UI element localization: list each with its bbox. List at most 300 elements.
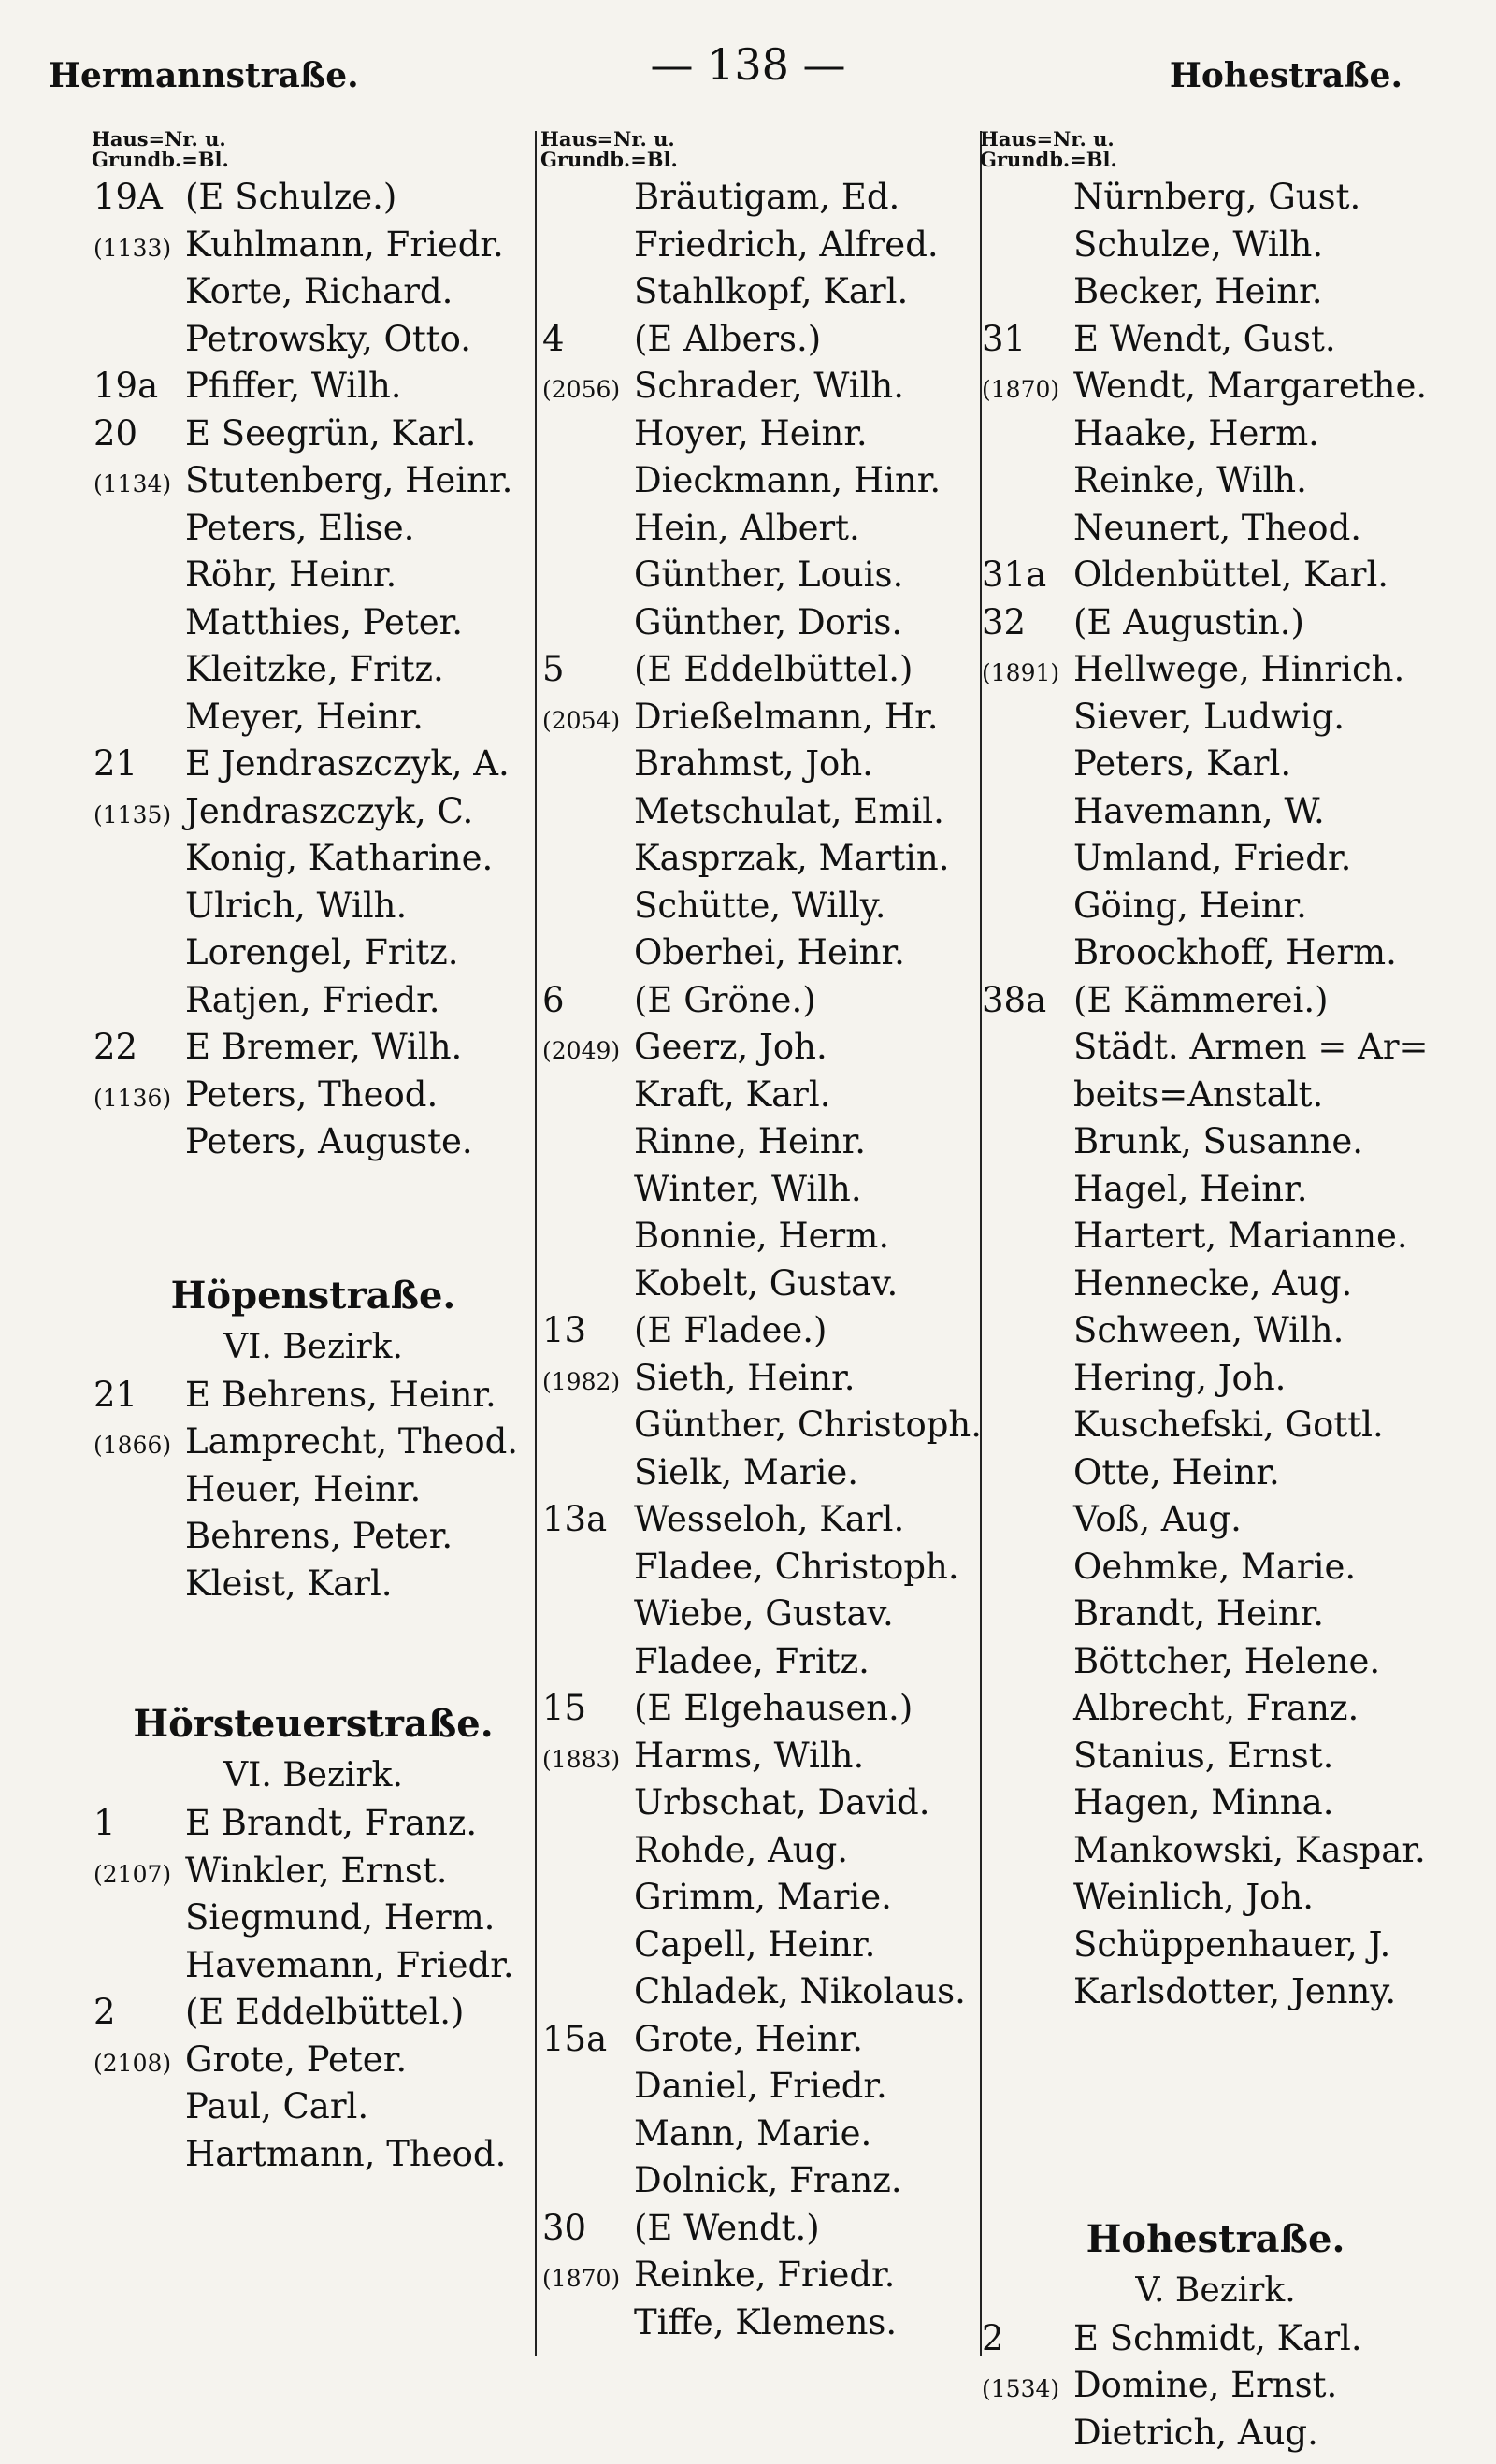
directory-entry: [542, 1874, 982, 1922]
resident-name: E Seegrün, Karl.: [185, 412, 477, 454]
resident-name: (E Schulze.): [185, 177, 397, 217]
directory-entry: [94, 2037, 533, 2084]
resident-name: Oberhei, Heinr.: [634, 932, 905, 973]
directory-entry: [94, 1942, 533, 1990]
street-title: Höpenstraße.: [170, 1273, 456, 1318]
land-register-number: (2054): [542, 706, 621, 734]
directory-entry: [94, 552, 533, 599]
resident-name: Hagen, Minna.: [1073, 1782, 1334, 1823]
directory-entry: [542, 1968, 982, 2016]
column-header-line: Haus=Nr. u.: [980, 127, 1115, 151]
resident-name: Stahlkopf, Karl.: [634, 271, 909, 311]
house-number: 6: [542, 979, 565, 1020]
resident-name: Siever, Ludwig.: [1073, 696, 1345, 737]
resident-name: Fladee, Christoph.: [634, 1546, 959, 1587]
resident-name: Kasprzak, Martin.: [634, 838, 950, 878]
directory-entry: [542, 174, 982, 222]
resident-name: Capell, Heinr.: [634, 1924, 876, 1965]
resident-name: Karlsdotter, Jenny.: [1073, 1971, 1397, 2011]
resident-name: Hellwege, Hinrich.: [1073, 649, 1405, 689]
resident-name: Bonnie, Herm.: [634, 1216, 890, 1256]
house-number: 32: [982, 601, 1027, 642]
resident-name: Dolnick, Franz.: [634, 2160, 902, 2200]
directory-entry: [982, 552, 1449, 599]
directory-entry: [94, 599, 533, 647]
column-header-line: Grundb.=Bl.: [540, 148, 678, 171]
house-number: 2: [94, 1992, 116, 2032]
directory-entry: [542, 2205, 982, 2253]
resident-name: (E Albers.): [634, 318, 822, 359]
resident-name: Heuer, Heinr.: [185, 1468, 422, 1509]
column-divider: [535, 131, 537, 2356]
resident-name: Friedrich, Alfred.: [634, 223, 939, 265]
directory-entry: [94, 2131, 533, 2179]
resident-name: Wendt, Margarethe.: [1073, 366, 1428, 406]
directory-entry: [542, 1591, 982, 1638]
resident-name: Sieth, Heinr.: [634, 1357, 856, 1398]
resident-name: Hein, Albert.: [634, 507, 860, 548]
resident-name: Brunk, Susanne.: [1073, 1121, 1364, 1161]
resident-name: Meyer, Heinr.: [185, 696, 424, 737]
resident-name: Broockhoff, Herm.: [1073, 932, 1397, 973]
resident-name: Göing, Heinr.: [1073, 885, 1307, 926]
directory-entry: [94, 1848, 533, 1895]
resident-name: Hering, Joh.: [1073, 1357, 1287, 1398]
resident-name: Hartert, Marianne.: [1073, 1216, 1408, 1256]
directory-entry: [94, 883, 533, 930]
directory-entry: [982, 268, 1449, 316]
resident-name: Lamprecht, Theod.: [185, 1421, 519, 1462]
directory-entry: [542, 1449, 982, 1497]
directory-entry: [982, 788, 1449, 836]
directory-entry: [982, 411, 1449, 458]
directory-entry: [982, 1638, 1449, 1686]
resident-name: Mankowski, Kaspar.: [1073, 1829, 1426, 1870]
column-header: [980, 129, 1449, 170]
column-3: [980, 127, 1449, 2453]
column-header-line: Grundb.=Bl.: [980, 148, 1117, 171]
directory-entry: [982, 174, 1449, 222]
section-gap: [982, 2016, 1449, 2212]
directory-entry: [542, 1638, 982, 1686]
directory-entry: [94, 222, 533, 269]
resident-name: (E Augustin.): [1073, 601, 1304, 642]
directory-entry: [982, 1402, 1449, 1449]
directory-entry: [94, 411, 533, 458]
directory-entry: [982, 2315, 1449, 2363]
directory-entry: [94, 1989, 533, 2037]
section-gap: [94, 1166, 533, 1269]
resident-name: E Behrens, Heinr.: [185, 1374, 496, 1415]
directory-entry: [542, 2157, 982, 2205]
directory-entry: [982, 1118, 1449, 1166]
house-number: 31a: [982, 555, 1047, 595]
resident-name: Voß, Aug.: [1073, 1499, 1242, 1539]
resident-name: Brahmst, Joh.: [634, 743, 873, 784]
house-number: 38a: [982, 979, 1047, 1020]
resident-name: Matthies, Peter.: [185, 601, 464, 642]
directory-entry: [94, 457, 533, 505]
resident-name: E Bremer, Wilh.: [185, 1027, 463, 1067]
resident-name: Peters, Elise.: [185, 507, 415, 548]
resident-name: Neunert, Theod.: [1073, 507, 1362, 548]
resident-name: Peters, Auguste.: [185, 1121, 473, 1161]
resident-name: Hagel, Heinr.: [1073, 1168, 1308, 1209]
resident-name: Winkler, Ernst.: [185, 1850, 448, 1891]
house-number: 2: [982, 2317, 1004, 2358]
directory-entry: [542, 552, 982, 599]
resident-name: Reinke, Wilh.: [1073, 460, 1307, 500]
resident-name: Paul, Carl.: [185, 2086, 369, 2126]
resident-name: Chladek, Nikolaus.: [634, 1971, 966, 2011]
directory-entry: [982, 1024, 1449, 1072]
resident-name: Rohde, Aug.: [634, 1829, 849, 1870]
resident-name: Havemann, Friedr.: [185, 1944, 514, 1985]
directory-entry: [542, 2111, 982, 2158]
resident-name: Becker, Heinr.: [1073, 271, 1323, 311]
directory-entry: [542, 1922, 982, 1969]
directory-entry: [982, 883, 1449, 930]
district-label: VI. Bezirk.: [223, 1756, 403, 1794]
resident-name: Domine, Ernst.: [1073, 2365, 1338, 2405]
directory-entry: [542, 1496, 982, 1544]
resident-name: Grote, Peter.: [185, 2039, 408, 2080]
resident-name: Haake, Herm.: [1073, 412, 1319, 454]
column-1: [94, 129, 533, 2392]
directory-entry: [94, 977, 533, 1025]
resident-name: Weinlich, Joh.: [1073, 1877, 1315, 1917]
directory-entry: [982, 1874, 1449, 1922]
house-number: 19A: [94, 177, 163, 217]
resident-name: E Jendraszczyk, A.: [185, 743, 510, 784]
directory-entry: [542, 316, 982, 364]
resident-name: Nürnberg, Gust.: [1073, 177, 1361, 217]
directory-entry: [94, 929, 533, 977]
resident-name: Wesseloh, Karl.: [634, 1499, 905, 1539]
directory-entry: [982, 1307, 1449, 1355]
resident-name: Grote, Heinr.: [634, 2018, 864, 2059]
house-number: 19a: [94, 366, 159, 406]
directory-entry: [982, 1261, 1449, 1308]
directory-entry: [542, 505, 982, 553]
resident-name: Drießelmann, Hr.: [634, 696, 939, 737]
directory-entry: [542, 2063, 982, 2111]
directory-entry: [542, 741, 982, 788]
directory-entry: [542, 883, 982, 930]
directory-entry: [542, 788, 982, 836]
resident-name: Behrens, Peter.: [185, 1516, 453, 1556]
directory-entry: [982, 457, 1449, 505]
house-number: 21: [94, 743, 138, 784]
directory-entry: [94, 268, 533, 316]
directory-entry: [542, 1072, 982, 1119]
directory-entry: [94, 1419, 533, 1466]
resident-name: Günther, Doris.: [634, 601, 903, 642]
house-number: 15: [542, 1688, 587, 1728]
land-register-number: (1866): [94, 1432, 172, 1459]
directory-entry: [982, 222, 1449, 269]
directory-entry: [94, 1466, 533, 1514]
directory-entry: [982, 316, 1449, 364]
directory-entry: [94, 741, 533, 788]
directory-entry: [94, 316, 533, 364]
resident-name: Städt. Armen = Ar=: [1073, 1027, 1429, 1067]
house-number: 13: [542, 1310, 587, 1350]
house-number: 4: [542, 318, 565, 359]
directory-entry: [982, 1780, 1449, 1827]
directory-entry: [982, 1496, 1449, 1544]
directory-entry: [542, 1024, 982, 1072]
running-head-right: Hohestraße.: [1169, 56, 1402, 95]
house-number: 1: [94, 1803, 116, 1843]
directory-entry: [542, 1733, 982, 1780]
resident-name: Kuhlmann, Friedr.: [185, 223, 504, 265]
house-number: 13a: [542, 1499, 608, 1539]
resident-name: Harms, Wilh.: [634, 1735, 865, 1776]
directory-entry: [542, 929, 982, 977]
resident-name: Schüppenhauer, J.: [1073, 1924, 1391, 1965]
directory-entry: [982, 1166, 1449, 1214]
resident-name: Kleitzke, Fritz.: [185, 649, 444, 689]
column-header: [92, 129, 533, 170]
resident-name: E Schmidt, Karl.: [1073, 2317, 1362, 2358]
directory-entry: [982, 1591, 1449, 1638]
resident-name: Petrowsky, Otto.: [185, 318, 472, 359]
house-number: 20: [94, 412, 138, 454]
resident-name: Fladee, Fritz.: [634, 1640, 870, 1681]
land-register-number: (2108): [94, 2049, 172, 2077]
resident-name: Ratjen, Friedr.: [185, 979, 440, 1020]
resident-name: Schrader, Wilh.: [634, 366, 905, 406]
resident-name: Tiffe, Klemens.: [634, 2301, 898, 2342]
directory-entry: [982, 741, 1449, 788]
directory-entry: [982, 835, 1449, 883]
resident-name: Winter, Wilh.: [634, 1168, 862, 1209]
directory-entry: [982, 2410, 1449, 2457]
resident-name: Oldenbüttel, Karl.: [1073, 555, 1389, 595]
land-register-number: (1870): [542, 2265, 621, 2292]
resident-name: Korte, Richard.: [185, 271, 453, 311]
running-head-left: Hermannstraße.: [49, 56, 359, 95]
resident-name: Metschulat, Emil.: [634, 790, 944, 831]
directory-entry: [982, 1685, 1449, 1733]
directory-entry: [94, 2083, 533, 2131]
resident-name: Röhr, Heinr.: [185, 555, 397, 595]
resident-name: Kraft, Karl.: [634, 1073, 831, 1115]
directory-entry: [542, 1118, 982, 1166]
directory-entry: [94, 1072, 533, 1119]
directory-entry: [982, 1827, 1449, 1875]
directory-entry: [542, 268, 982, 316]
directory-entry: [542, 1355, 982, 1403]
resident-name: Mann, Marie.: [634, 2112, 872, 2154]
directory-entry: [542, 222, 982, 269]
directory-entry: [982, 1733, 1449, 1780]
resident-name: Hoyer, Heinr.: [634, 412, 868, 454]
directory-entry: [94, 1372, 533, 1419]
column-header: [540, 129, 982, 170]
resident-name: Schulze, Wilh.: [1073, 223, 1324, 265]
resident-name: E Brandt, Franz.: [185, 1803, 478, 1843]
directory-entry: [542, 1307, 982, 1355]
resident-name: Kobelt, Gustav.: [634, 1262, 899, 1304]
house-number: 30: [542, 2207, 587, 2248]
resident-name: E Wendt, Gust.: [1073, 318, 1336, 359]
directory-entry: [94, 1561, 533, 1608]
resident-name: (E Elgehausen.): [634, 1688, 913, 1728]
directory-entry: [982, 1213, 1449, 1261]
directory-entry: [94, 363, 533, 411]
land-register-number: (1136): [94, 1084, 172, 1112]
street-title: Hörsteuerstraße.: [133, 1702, 494, 1746]
resident-name: Reinke, Friedr.: [634, 2255, 896, 2295]
column-2: [542, 129, 982, 2392]
resident-name: (E Kämmerei.): [1073, 979, 1329, 1020]
directory-entry: [982, 363, 1449, 411]
directory-entry: [542, 411, 982, 458]
district-label: V. Bezirk.: [1135, 2270, 1296, 2310]
directory-entry: [94, 646, 533, 694]
resident-name: (E Fladee.): [634, 1310, 827, 1350]
house-number: 15a: [542, 2018, 608, 2059]
resident-name: Böttcher, Helene.: [1073, 1640, 1381, 1681]
land-register-number: (2107): [94, 1860, 172, 1888]
resident-name: Geerz, Joh.: [634, 1027, 827, 1067]
resident-name: Konig, Katharine.: [185, 838, 494, 878]
resident-name: Schween, Wilh.: [1073, 1310, 1345, 1350]
directory-entry: [94, 174, 533, 222]
resident-name: Wiebe, Gustav.: [634, 1593, 894, 1634]
resident-name: Dieckmann, Hinr.: [634, 460, 942, 500]
column-header-line: Haus=Nr. u.: [92, 127, 226, 151]
resident-name: Otte, Heinr.: [1073, 1451, 1280, 1492]
resident-name: Günther, Christoph.: [634, 1405, 983, 1445]
directory-entry: [94, 835, 533, 883]
resident-name: Hennecke, Aug.: [1073, 1262, 1353, 1304]
resident-name: Jendraszczyk, C.: [185, 790, 474, 831]
resident-name: (E Eddelbüttel.): [185, 1992, 465, 2032]
resident-name: Kuschefski, Gottl.: [1073, 1405, 1384, 1445]
directory-entry: [94, 1513, 533, 1561]
district-label: VI. Bezirk.: [223, 1327, 403, 1366]
land-register-number: (1982): [542, 1367, 621, 1395]
directory-entry: [542, 1827, 982, 1875]
resident-name: Sielk, Marie.: [634, 1451, 858, 1492]
house-number: 5: [542, 649, 565, 689]
street-title: Hohestraße.: [1086, 2216, 1345, 2261]
land-register-number: (2056): [542, 376, 621, 403]
resident-name: Schütte, Willy.: [634, 885, 886, 926]
directory-entry: [982, 646, 1449, 694]
resident-name: Albrecht, Franz.: [1073, 1688, 1359, 1728]
resident-name: Brandt, Heinr.: [1073, 1593, 1325, 1634]
resident-name: Umland, Friedr.: [1073, 838, 1352, 878]
directory-entry: [982, 1355, 1449, 1403]
directory-entry: [94, 694, 533, 742]
directory-entry: [542, 977, 982, 1025]
directory-entry: [542, 646, 982, 694]
directory-entry: [982, 505, 1449, 553]
directory-entry: [542, 835, 982, 883]
directory-entry: [94, 1118, 533, 1166]
directory-entry: [542, 1685, 982, 1733]
directory-entry: [542, 1213, 982, 1261]
directory-entry: [542, 599, 982, 647]
resident-name: Siegmund, Herm.: [185, 1897, 496, 1938]
resident-name: Pfiffer, Wilh.: [185, 366, 402, 406]
directory-entry: [94, 1024, 533, 1072]
resident-name: Lorengel, Fritz.: [185, 932, 459, 973]
land-register-number: (1134): [94, 470, 172, 497]
directory-entry: [542, 1544, 982, 1592]
land-register-number: (1534): [982, 2375, 1060, 2402]
land-register-number: (1883): [542, 1745, 621, 1773]
directory-entry: [542, 2252, 982, 2299]
resident-name: Kleist, Karl.: [185, 1563, 393, 1604]
directory-entry: [982, 1922, 1449, 1969]
directory-entry: [982, 694, 1449, 742]
resident-name: Grimm, Marie.: [634, 1877, 892, 1917]
resident-name: (E Eddelbüttel.): [634, 649, 913, 689]
directory-entry: [982, 2362, 1449, 2410]
land-register-number: (1133): [94, 234, 172, 262]
directory-entry: [982, 599, 1449, 647]
resident-name: Peters, Theod.: [185, 1073, 439, 1115]
land-register-number: (2049): [542, 1037, 621, 1064]
directory-entry: [542, 2016, 982, 2064]
resident-name: Havemann, W.: [1073, 790, 1325, 831]
resident-name: Rinne, Heinr.: [634, 1121, 866, 1161]
resident-name: Oehmke, Marie.: [1073, 1546, 1357, 1587]
directory-entry: [94, 788, 533, 836]
resident-name: Stanius, Ernst.: [1073, 1735, 1334, 1776]
resident-name: Bräutigam, Ed.: [634, 177, 900, 217]
house-number: 31: [982, 318, 1027, 359]
directory-entry: [542, 2299, 982, 2347]
directory-entry: [94, 1895, 533, 1942]
section-gap: [94, 1607, 533, 1697]
directory-entry: [542, 1261, 982, 1308]
directory-entry: [982, 1544, 1449, 1592]
resident-name: (E Wendt.): [634, 2207, 820, 2248]
directory-entry: [542, 1780, 982, 1827]
page-header: [0, 36, 1496, 101]
land-register-number: (1891): [982, 659, 1060, 686]
page-number: — 138 —: [650, 39, 846, 90]
directory-entry: [982, 929, 1449, 977]
directory-entry: [542, 1402, 982, 1449]
land-register-number: (1135): [94, 800, 172, 829]
house-number: 21: [94, 1374, 138, 1415]
directory-entry: [982, 977, 1449, 1025]
resident-name: Dietrich, Aug.: [1073, 2412, 1318, 2453]
resident-name: Urbschat, David.: [634, 1782, 930, 1823]
directory-entry: [982, 1449, 1449, 1497]
resident-name: Ulrich, Wilh.: [185, 885, 408, 926]
directory-entry: [542, 694, 982, 742]
directory-entry: [94, 505, 533, 553]
resident-name: Daniel, Friedr.: [634, 2066, 887, 2106]
directory-entry: [542, 1166, 982, 1214]
directory-entry: [542, 363, 982, 411]
resident-name: Hartmann, Theod.: [185, 2133, 507, 2174]
house-number: 22: [94, 1027, 138, 1067]
resident-name: beits=Anstalt.: [1073, 1073, 1324, 1115]
resident-name: (E Gröne.): [634, 979, 816, 1020]
directory-entry: [982, 1968, 1449, 2016]
directory-entry: [542, 457, 982, 505]
directory-entry: [94, 1800, 533, 1848]
